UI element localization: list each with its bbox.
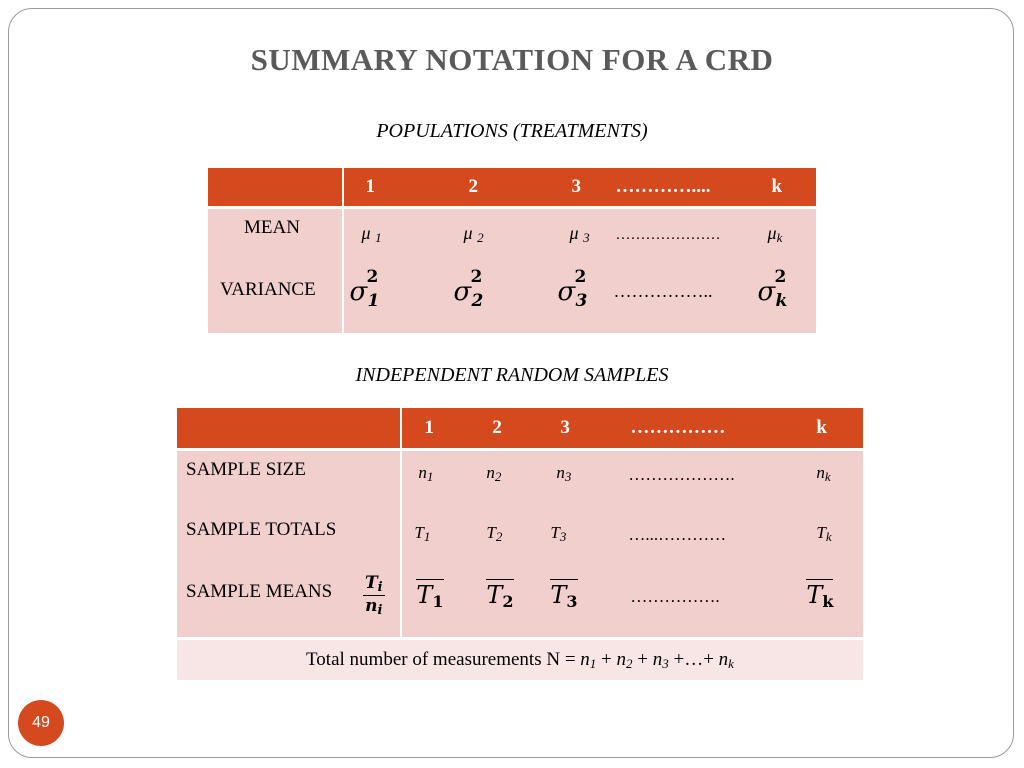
sample-size-k: $n_k$ [816,463,831,484]
mean-1: μ $_1$ [361,223,382,245]
samples-header-blank [177,408,401,450]
sample-mean-dots: ……………. [630,587,720,606]
samples-table [177,408,863,680]
pop-header-dots: ………….... [615,176,711,197]
populations-header-blank [208,168,343,208]
samples-header-dots: …………… [630,417,726,438]
populations-heading: POPULATIONS (TREATMENTS) [376,120,648,142]
samples-header-2: 2 [492,417,502,438]
sample-mean-k: $T_k$ [806,581,834,611]
sample-size-dots: ………………. [628,465,735,484]
variance-k: σ 2 k [757,267,788,311]
variance-2: σ 2 2 [453,267,484,311]
populations-values [343,208,816,334]
sample-total-3: $T_3$ [550,523,567,544]
samples-labels [177,450,401,639]
variance-dots: …………….. [613,281,713,301]
mean-3: μ $_3$ [569,223,590,245]
sample-total-dots: …...………… [628,525,727,544]
variance-1: σ 2 1 [349,267,380,311]
sample-mean-3: $T_3$ [550,581,578,611]
samples-header-3: 3 [560,417,570,438]
sample-mean-formula: $\frac{T_i}{n_i}$ [365,573,383,618]
samples-header-k: k [816,417,827,438]
mean-k: $\mu_k$ [767,223,783,245]
sample-size-2: $n_2$ [486,463,502,484]
samples-header-cells [401,408,863,450]
variance-3: σ 2 3 [557,267,588,311]
sample-mean-2: $T_2$ [486,581,514,611]
sample-total-2: $T_2$ [486,523,503,544]
samples-header-1: 1 [424,417,434,438]
sample-means-label: SAMPLE MEANS [186,581,333,602]
variance-label: VARIANCE [220,279,316,300]
samples-heading: INDEPENDENT RANDOM SAMPLES [355,364,669,386]
sample-totals-label: SAMPLE TOTALS [186,519,337,540]
sample-mean-1: $T_1$ [416,581,444,611]
total-measurements-row [177,639,863,681]
pop-header-2: 2 [468,176,479,197]
samples-body-row [177,450,863,639]
slide-title: SUMMARY NOTATION FOR A CRD [250,42,774,77]
sample-size-3: $n_3$ [556,463,572,484]
pop-header-k: k [771,176,783,197]
sample-size-1: $n_1$ [418,463,434,484]
sample-total-k: $T_k$ [816,523,832,544]
samples-header-row [177,408,863,450]
mean-2: μ $_2$ [463,223,484,245]
page-number-badge: 49 [18,700,64,746]
pop-header-3: 3 [571,176,582,197]
sample-total-1: $T_1$ [414,523,431,544]
populations-body-row [208,208,816,334]
sample-size-label: SAMPLE SIZE [186,459,306,480]
total-measurements: Total number of measurements $N = n_1 + n_2 + n_3$ +…+ $n_k$ [177,639,863,681]
populations-table [208,168,816,333]
mean-label: MEAN [244,217,300,238]
populations-labels [208,208,343,334]
mean-dots: ………………… [615,227,721,243]
populations-header-cells [343,168,816,208]
populations-header-row [208,168,816,208]
pop-header-1: 1 [365,176,376,197]
samples-values [401,450,863,639]
